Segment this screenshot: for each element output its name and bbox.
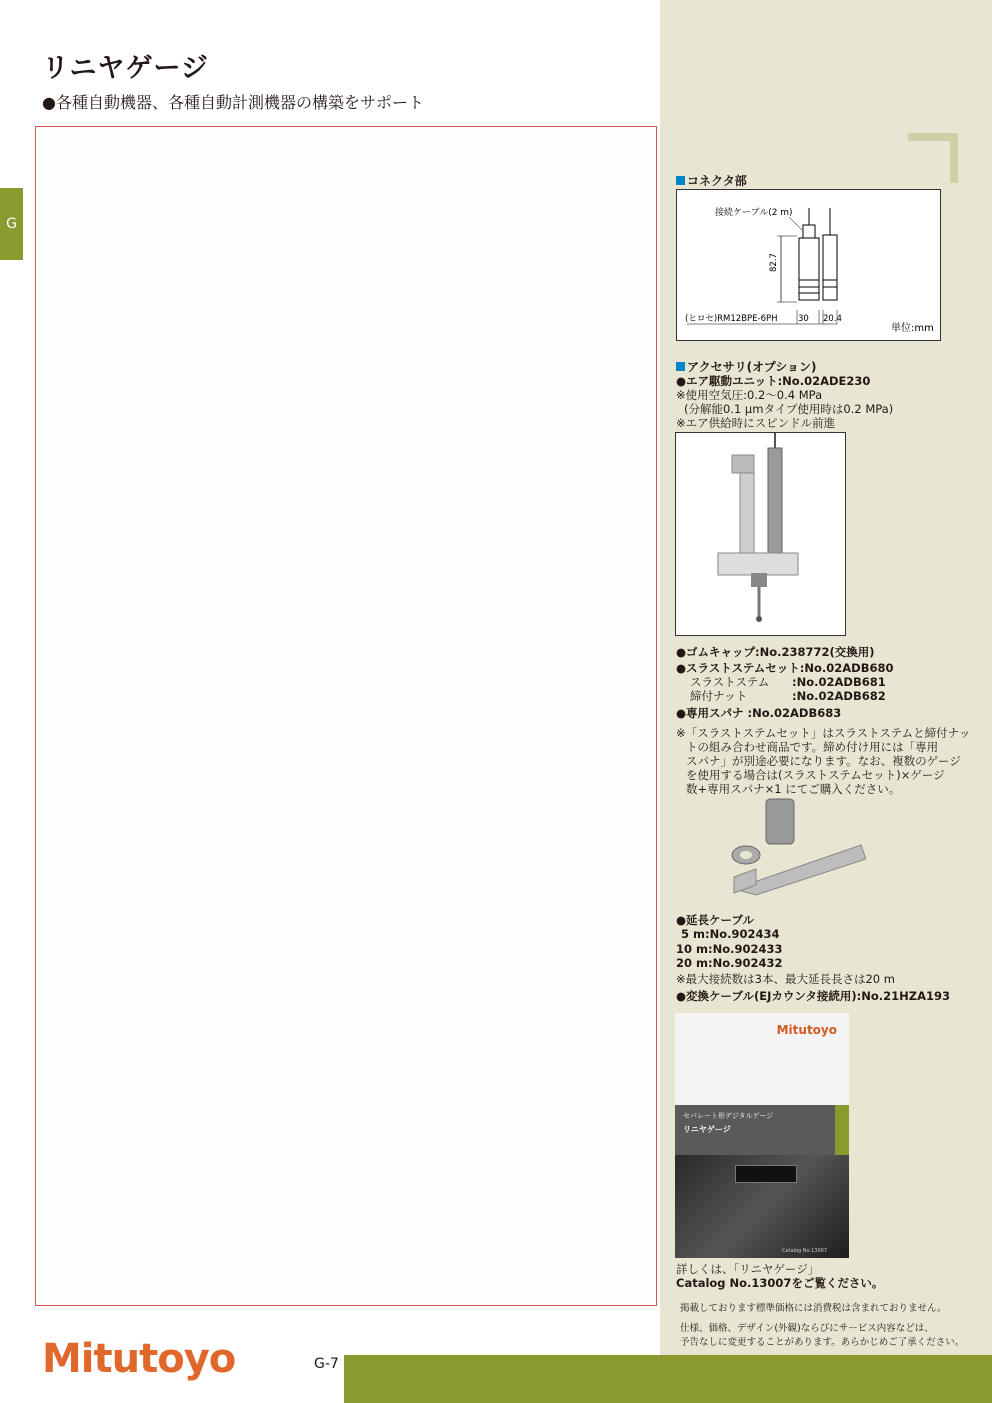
catalog-photo bbox=[675, 1155, 849, 1258]
main-content-frame bbox=[35, 126, 657, 1306]
page-title: リニヤゲージ bbox=[42, 53, 209, 84]
width-dimension-1: 30 bbox=[798, 314, 809, 324]
air-note-3: ※エア供給時にスピンドル前進 bbox=[676, 416, 836, 430]
counter-display bbox=[735, 1165, 797, 1183]
conversion-cable-item: ●変換ケーブル(EJカウンタ接続用):No.21HZA193 bbox=[676, 989, 951, 1003]
catalog-text-2: Catalog No.13007をご覧ください。 bbox=[676, 1276, 884, 1290]
width-dimension-2: 20.4 bbox=[823, 314, 842, 324]
lock-nut-number: :No.02ADB682 bbox=[792, 689, 886, 703]
catalog-subtitle: セパレート形デジタルゲージ bbox=[683, 1112, 774, 1120]
thrust-stem-number: :No.02ADB681 bbox=[792, 675, 886, 689]
square-bullet-icon bbox=[676, 362, 685, 371]
rubber-cap-item: ●ゴムキャップ:No.238772(交換用) bbox=[676, 645, 875, 659]
page-subtitle: ●各種自動機器、各種自動計測機器の構築をサポート bbox=[42, 93, 424, 112]
thrust-note-3: スパナ」が別途必要になります。なお、複数のゲージ bbox=[686, 754, 961, 768]
corner-bracket-mark bbox=[908, 133, 958, 183]
accessories-heading bbox=[676, 358, 817, 375]
ext-cable-10m: 10 m:No.902433 bbox=[676, 942, 783, 956]
thrust-note-5: 数+専用スパナ×1 にてご購入ください。 bbox=[686, 782, 901, 796]
change-notice-2: 予告なしに変更することがあります。あらかじめご了承ください。 bbox=[680, 1337, 965, 1348]
connector-drawing bbox=[677, 190, 940, 340]
thrust-set-item: ●スラストステムセット:No.02ADB680 bbox=[676, 661, 894, 675]
catalog-title-band bbox=[675, 1105, 835, 1155]
tax-notice: 掲載しております標準価格には消費税は含まれておりません。 bbox=[680, 1303, 947, 1314]
unit-label: 単位:mm bbox=[891, 323, 934, 334]
thrust-note-1: ※「スラストステムセット」はスラストステムと締付ナッ bbox=[676, 726, 971, 740]
accessories-heading-text: アクセサリ(オプション) bbox=[687, 360, 817, 374]
catalog-cover-image bbox=[675, 1013, 849, 1258]
catalog-logo: Mitutoyo bbox=[776, 1023, 837, 1037]
page-number: G-7 bbox=[314, 1356, 339, 1372]
connector-diagram bbox=[676, 189, 941, 341]
ext-cable-20m: 20 m:No.902432 bbox=[676, 956, 783, 970]
cable-label: 接続ケーブル(2 m) bbox=[715, 208, 793, 218]
catalog-green-bar bbox=[835, 1105, 849, 1155]
air-unit-illustration bbox=[676, 433, 845, 635]
spanner-item: ●専用スパナ :No.02ADB683 bbox=[676, 706, 842, 720]
spanner-illustration bbox=[726, 797, 866, 897]
air-unit-item: ●エア駆動ユニット:No.02ADE230 bbox=[676, 374, 871, 388]
section-tab-label: G bbox=[6, 216, 17, 232]
air-note-2: (分解能0.1 μmタイプ使用時は0.2 MPa) bbox=[684, 402, 894, 416]
thrust-note-2: トの組み合わせ商品です。締め付け用には「専用 bbox=[686, 740, 939, 754]
footer-bar bbox=[344, 1355, 992, 1403]
air-note-1: ※使用空気圧:0.2〜0.4 MPa bbox=[676, 388, 823, 402]
change-notice-1: 仕様、価格、デザイン(外観)ならびにサービス内容などは、 bbox=[680, 1323, 934, 1334]
ext-cable-5m: 5 m:No.902434 bbox=[681, 927, 780, 941]
ext-cable-note: ※最大接続数は3本、最大延長長さは20 m bbox=[676, 972, 895, 986]
plug-label: (ヒロセ)RM12BPE-6PH bbox=[685, 314, 778, 324]
thrust-stem-label: スラストステム bbox=[690, 675, 770, 689]
catalog-text-1: 詳しくは、「リニヤゲージ」 bbox=[676, 1262, 820, 1276]
mitutoyo-logo: Mitutoyo bbox=[42, 1336, 236, 1382]
catalog-title: リニヤゲージ bbox=[683, 1125, 731, 1134]
lock-nut-label: 締付ナット bbox=[690, 689, 748, 703]
height-dimension: 82.7 bbox=[769, 253, 779, 272]
catalog-number: Catalog No.13007 bbox=[782, 1248, 827, 1254]
ext-cable-heading: ●延長ケーブル bbox=[676, 913, 754, 927]
connector-heading bbox=[676, 172, 747, 189]
thrust-note-4: を使用する場合は(スラストステムセット)×ゲージ bbox=[686, 768, 945, 782]
spanner-photo bbox=[726, 797, 866, 897]
square-bullet-icon bbox=[676, 176, 685, 185]
air-unit-photo bbox=[675, 432, 846, 636]
section-tab[interactable] bbox=[0, 188, 23, 260]
connector-heading-text: コネクタ部 bbox=[687, 174, 747, 188]
